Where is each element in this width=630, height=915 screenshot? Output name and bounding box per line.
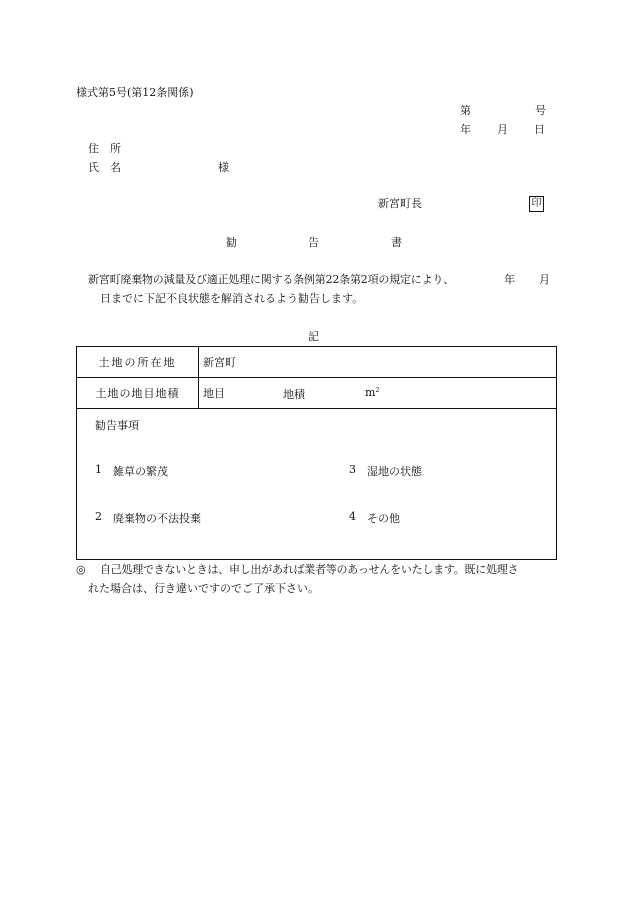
date-month: 月: [497, 123, 508, 136]
note-line-2: れた場合は、行き違いですのでご了承下さい。: [88, 582, 319, 595]
date-year: 年: [460, 123, 471, 136]
table-row: [77, 347, 557, 378]
item-2-text: 廃棄物の不法投棄: [113, 512, 201, 525]
table-row: [77, 409, 557, 560]
note-line-1: 自己処理できないときは、申し出があれば業者等のあっせんをいたします。既に処理さ: [100, 563, 519, 576]
address-label: 住 所: [88, 142, 121, 155]
area-unit: $m^2$: [365, 386, 380, 399]
land-category-value: [199, 378, 557, 409]
item-1-text: 雑草の繁茂: [113, 465, 168, 478]
note-mark: ◎: [76, 563, 86, 576]
item-3-text: 湿地の状態: [367, 465, 422, 478]
doc-number-suffix: 号: [535, 104, 546, 117]
land-table: [76, 346, 557, 560]
table-row: [77, 378, 557, 409]
form-number: 様式第5号(第12条関係): [76, 86, 194, 99]
body-line-2: 日までに下記不良状態を解消されるよう勧告します。: [100, 292, 364, 305]
title-char-1: 勧: [226, 236, 237, 249]
honorific: 様: [218, 161, 229, 174]
item-4-text: その他: [367, 512, 400, 525]
item-2-number: 2: [95, 510, 102, 523]
doc-number-prefix: 第: [460, 104, 471, 117]
item-4-number: 4: [349, 510, 356, 523]
item-1-number: 1: [95, 463, 102, 476]
body-line-1: 新宮町廃棄物の減量及び適正処理に関する条例第22条第2項の規定により、: [88, 273, 454, 286]
body-month: 月: [539, 273, 550, 286]
name-label: 氏 名: [88, 161, 121, 174]
title-char-2: 告: [308, 236, 319, 249]
location-value: 新宮町: [199, 347, 557, 378]
sender-title: 新宮町長: [378, 197, 422, 210]
item-3-number: 3: [349, 463, 356, 476]
recommendation-section: [77, 409, 557, 560]
chimoku-label: 地目: [203, 387, 225, 400]
land-category-label: 土地の地目地積: [77, 378, 199, 409]
location-label: 土地の所在地: [77, 347, 199, 378]
chiseki-label: 地積: [283, 388, 305, 401]
ki-label: 記: [308, 330, 319, 343]
section-title: 勧告事項: [95, 419, 139, 432]
title-char-3: 書: [391, 236, 402, 249]
date-day: 日: [534, 123, 545, 136]
seal-mark: 印: [529, 196, 544, 212]
body-year: 年: [504, 273, 515, 286]
